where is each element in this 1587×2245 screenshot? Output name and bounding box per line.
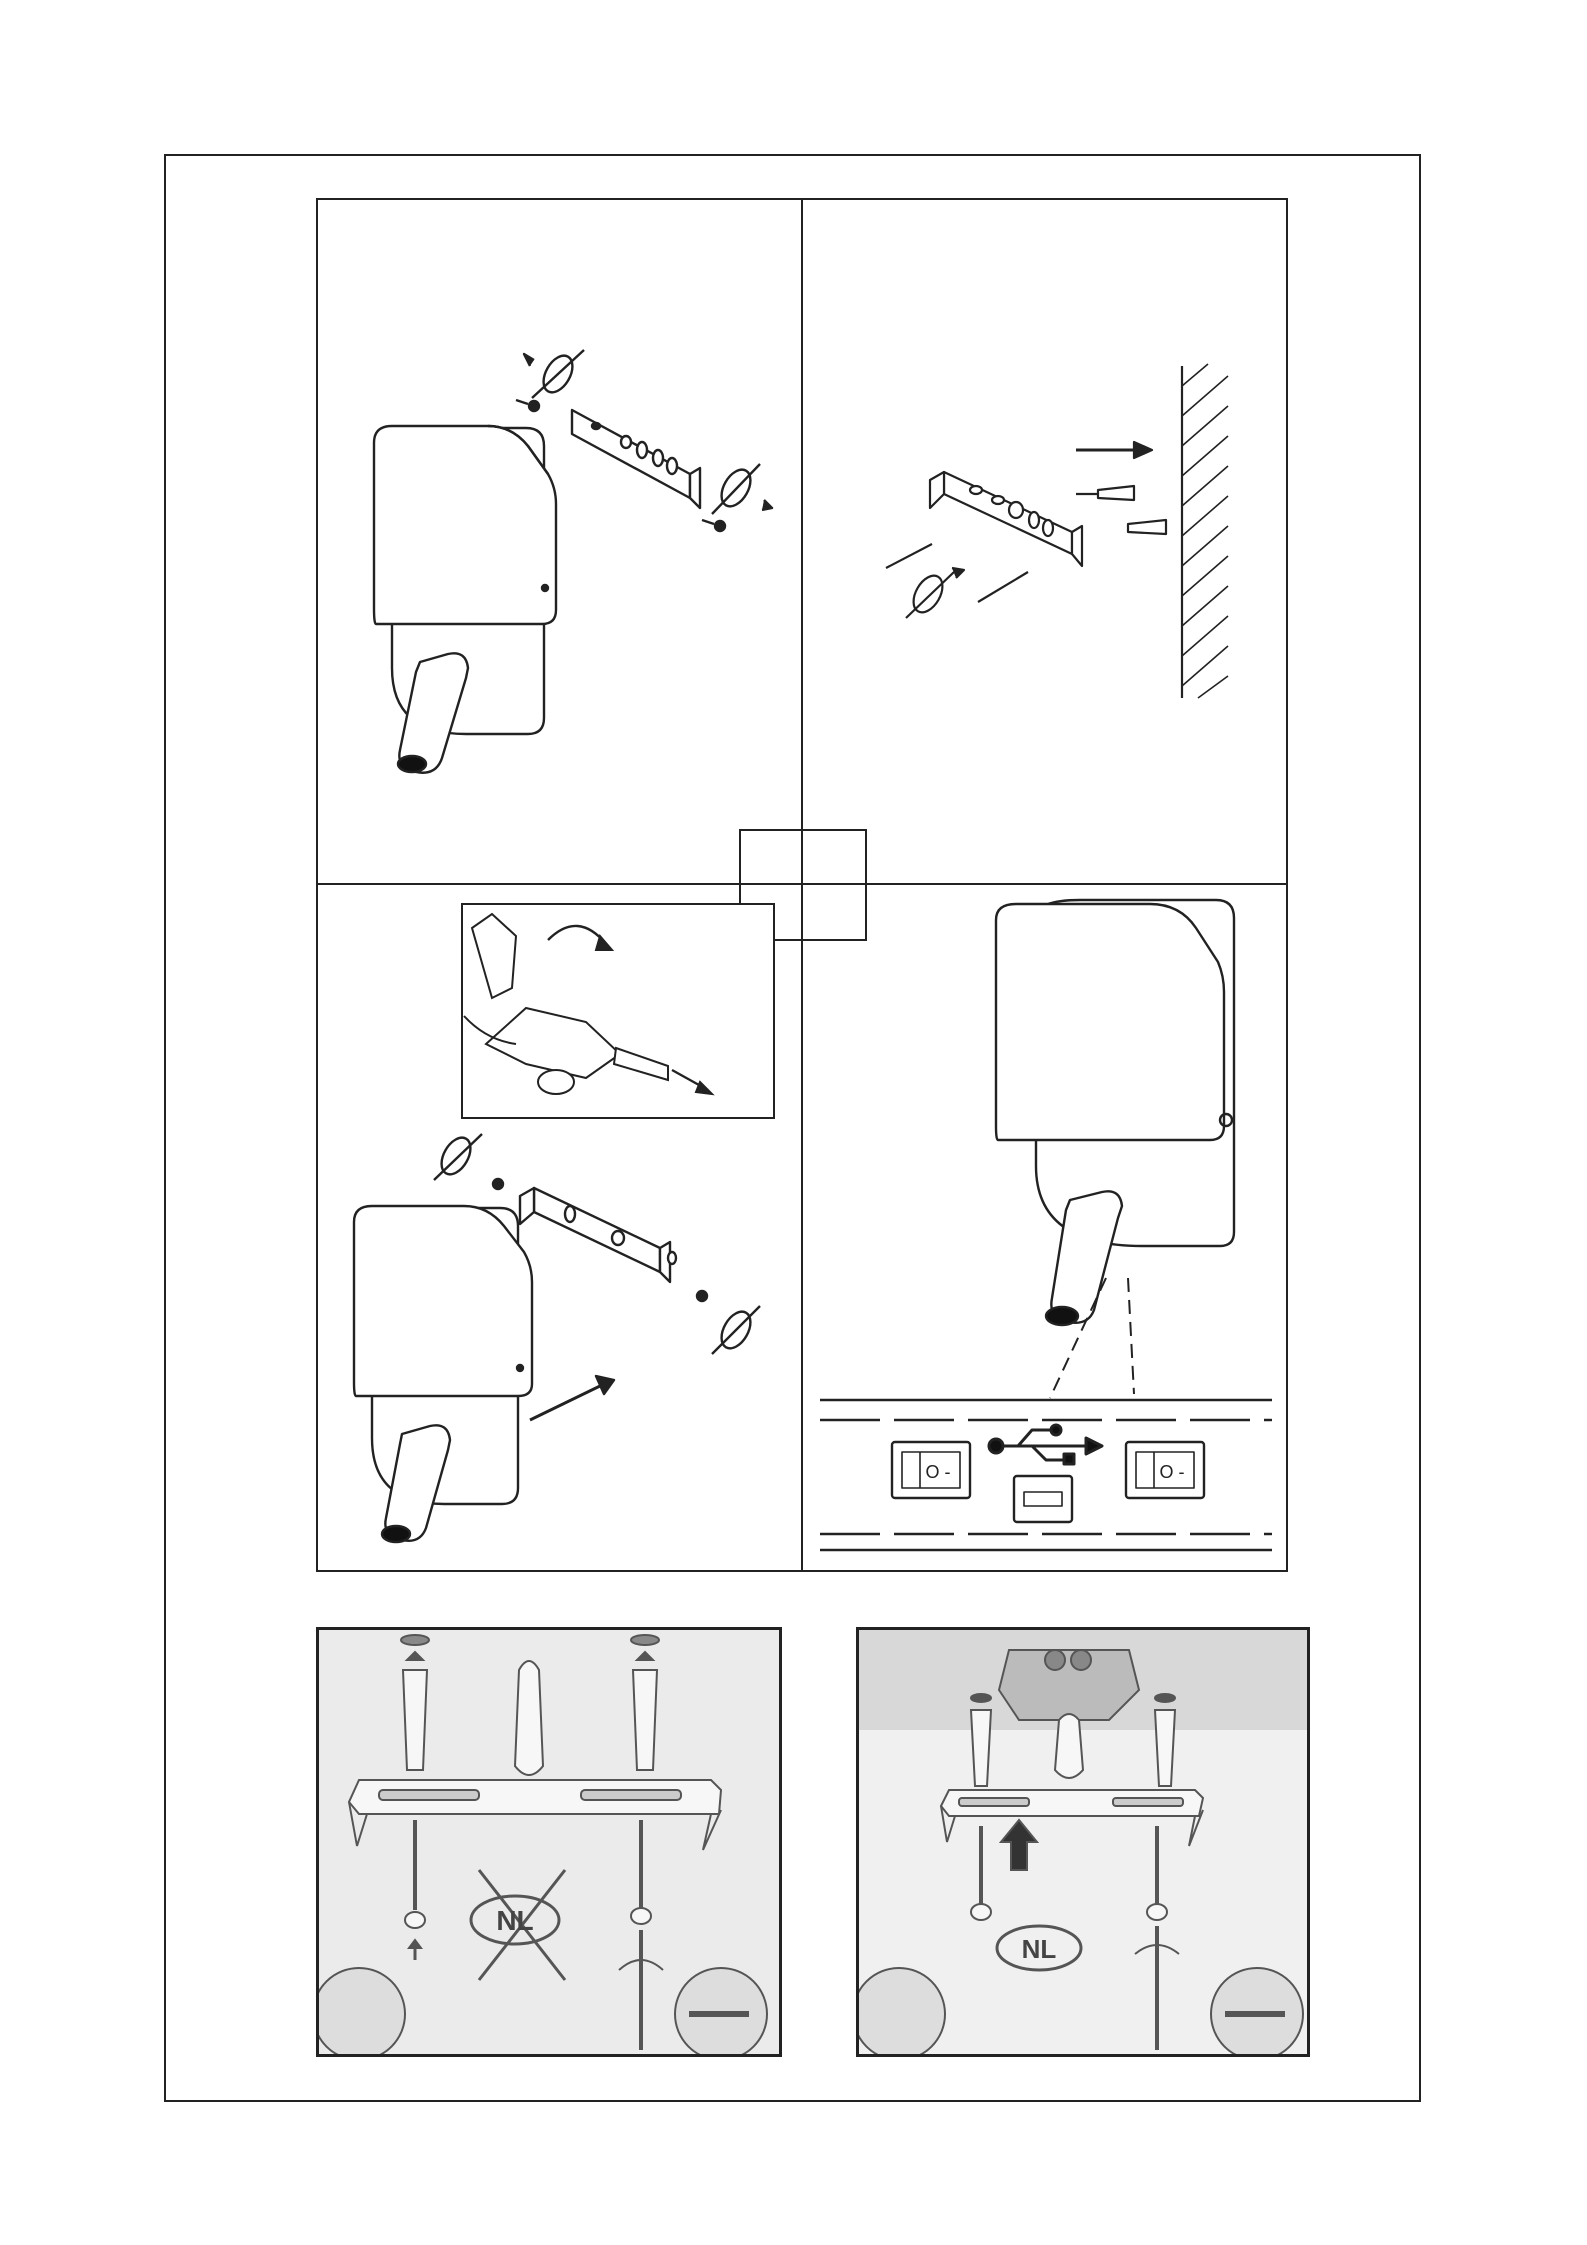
- wall-plug-right-ok: [1155, 1710, 1175, 1786]
- rotate-icon-step3-bottom: [712, 1306, 760, 1354]
- rotate-icon-step1-bottom: [712, 464, 772, 514]
- lamp-shade: [374, 426, 556, 624]
- arrow-to-wall-icon: [1134, 442, 1152, 458]
- usb-port: [1014, 1476, 1072, 1522]
- step3-illustration: [354, 1133, 760, 1542]
- wall-plug-left: [403, 1670, 427, 1770]
- wall-plug-left-ok: [971, 1710, 991, 1786]
- wall-plug-right: [633, 1670, 657, 1770]
- step4-illustration: [820, 900, 1272, 1550]
- rotate-icon-step2: [906, 568, 964, 618]
- right-switch-label: O -: [1159, 1462, 1185, 1482]
- step3-bracket: [534, 1188, 660, 1272]
- bottom-right-mounting-panel: [856, 1627, 1310, 2057]
- drill-detail-circle-ok: [859, 1968, 945, 2054]
- screw-2: [978, 572, 1028, 602]
- wall-hatching: [1182, 364, 1228, 698]
- diagram-grid: [316, 198, 1288, 1572]
- step1-bracket: [572, 410, 690, 498]
- usb-icon: [989, 1425, 1102, 1464]
- bottom-right-mounting-svg: [859, 1630, 1307, 2054]
- nl-label: NL: [1021, 1934, 1057, 1964]
- step1-illustration: [374, 350, 772, 773]
- rotate-icon-step3-top: [434, 1133, 482, 1180]
- wall-plug-1: [1098, 486, 1134, 500]
- attach-arrow-line: [530, 1386, 600, 1420]
- lamp-shade-step3: [354, 1206, 532, 1396]
- wall-plug-2: [1128, 520, 1166, 534]
- step2-illustration: [886, 364, 1228, 698]
- attach-arrow-icon: [596, 1376, 614, 1394]
- rotate-icon-step1-top: [524, 350, 584, 398]
- bottom-left-mounting-panel: [316, 1627, 782, 2057]
- lamp-shade-step4: [996, 904, 1224, 1140]
- drill-detail-circle: [319, 1968, 405, 2054]
- step2-bracket: [944, 472, 1072, 554]
- step3-inset: [462, 904, 774, 1118]
- centre-wire-clip: [515, 1661, 543, 1775]
- bottom-left-mounting-svg: [319, 1630, 779, 2054]
- nl-label-crossed: NL: [496, 1905, 534, 1936]
- diagram-grid-svg: [316, 198, 1288, 1572]
- junction-box: [999, 1650, 1139, 1720]
- up-arrow-icon: [1001, 1820, 1037, 1870]
- left-switch-label: O -: [925, 1462, 951, 1482]
- screw-1: [886, 544, 932, 568]
- switch-usb-strip: [820, 1400, 1272, 1550]
